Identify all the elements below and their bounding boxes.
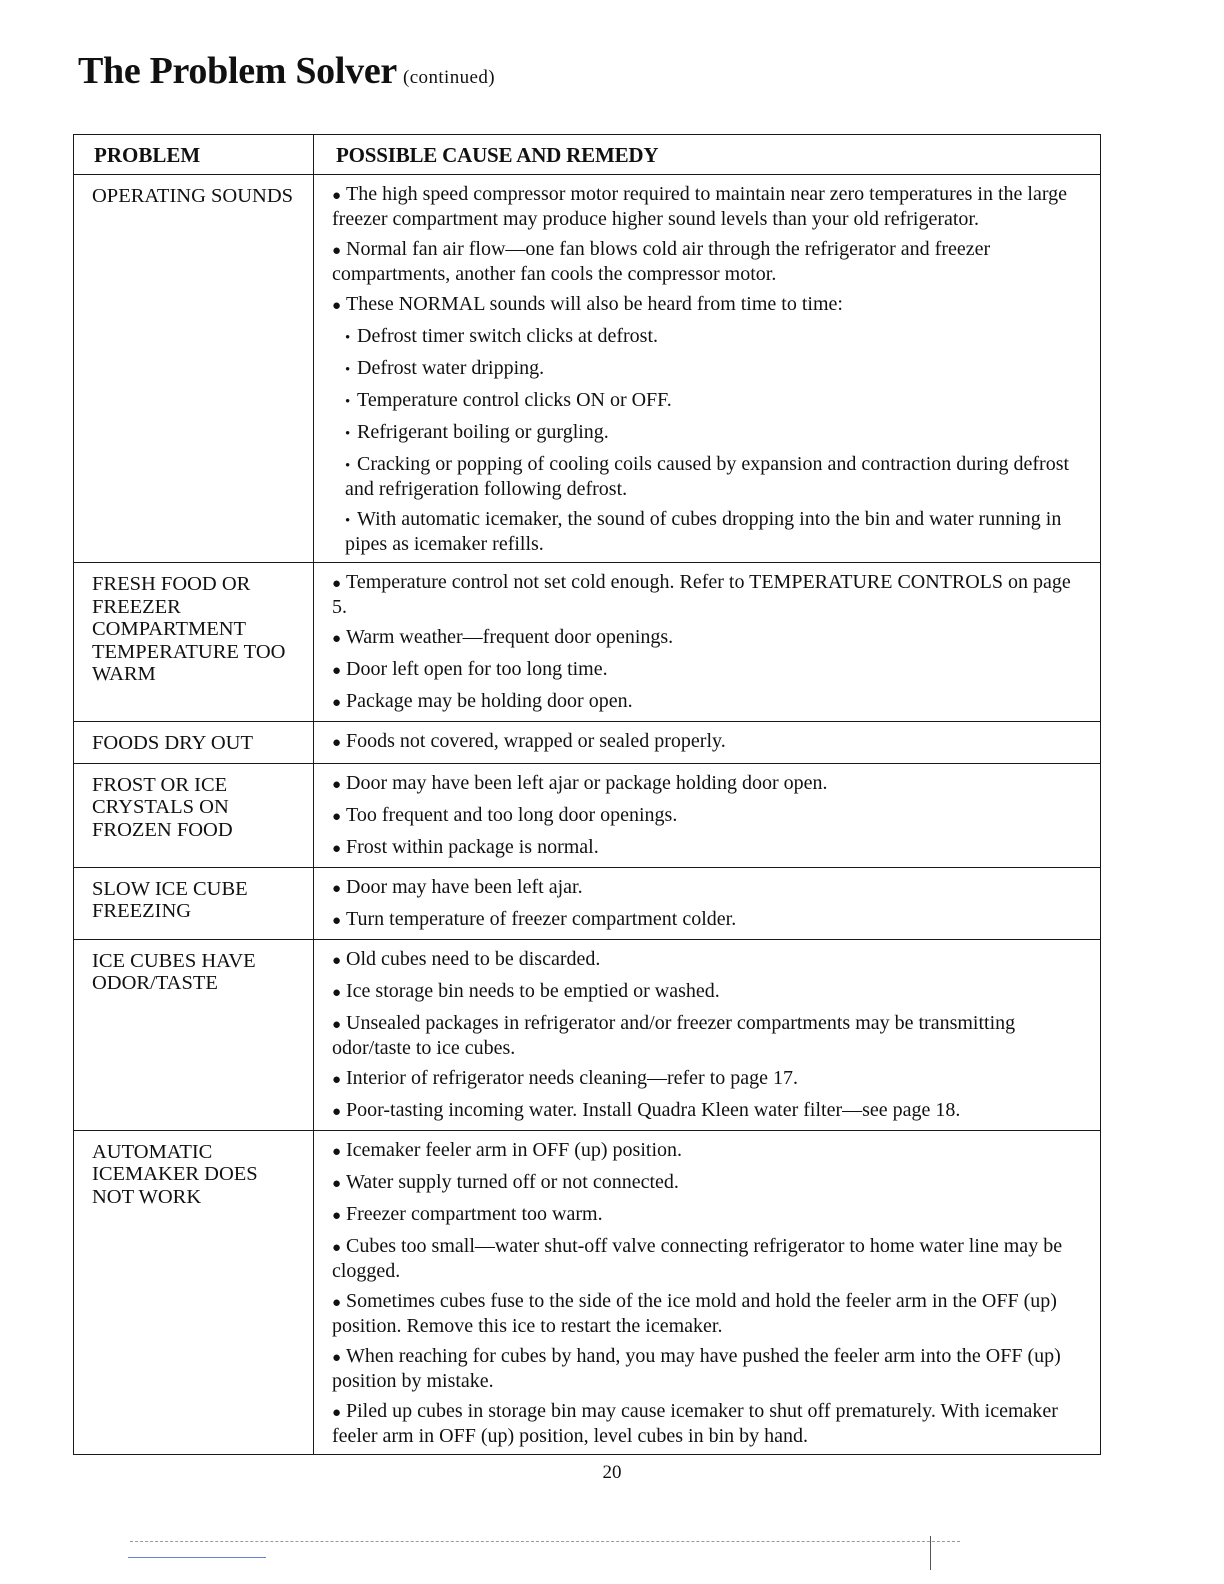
problem-solver-table bbox=[73, 134, 1101, 1455]
remedy-item bbox=[332, 626, 1080, 651]
remedy-item bbox=[332, 1290, 1080, 1338]
bullet-icon: • bbox=[345, 394, 351, 410]
bullet-icon: ● bbox=[332, 1175, 342, 1192]
remedy-item bbox=[332, 948, 1080, 973]
problem-cell: OPERATING SOUNDS bbox=[74, 175, 314, 563]
table-row bbox=[74, 763, 1101, 867]
title-text: The Problem Solver bbox=[78, 50, 397, 92]
remedy-item bbox=[332, 1400, 1080, 1448]
bullet-icon: ● bbox=[332, 984, 342, 1001]
remedy-item bbox=[332, 1012, 1080, 1060]
remedy-text: Interior of refrigerator needs cleaning—refer to page 17. bbox=[346, 1066, 799, 1089]
remedy-cell bbox=[314, 939, 1101, 1130]
sub-remedy-text: Cracking or popping of cooling coils caused by expansion and contraction during defrost and refrigeration following defrost. bbox=[345, 453, 1070, 500]
remedy-item bbox=[332, 908, 1080, 933]
table-row bbox=[74, 175, 1101, 563]
sub-remedy-item bbox=[332, 325, 1080, 350]
bullet-icon: ● bbox=[332, 880, 342, 897]
bullet-icon: ● bbox=[332, 808, 342, 825]
page-title bbox=[78, 52, 495, 90]
remedy-text: When reaching for cubes by hand, you may have pushed the feeler arm into the OFF (up) position by mistake. bbox=[332, 1344, 1061, 1392]
sub-remedy-item bbox=[332, 453, 1080, 501]
remedy-item bbox=[332, 730, 1080, 755]
remedy-text: Cubes too small—water shut-off valve connecting refrigerator to home water line may be clogged. bbox=[332, 1234, 1063, 1282]
bullet-icon: • bbox=[345, 330, 351, 346]
bullet-icon: ● bbox=[332, 735, 342, 751]
remedy-text: The high speed compressor motor required to maintain near zero temperatures in the large freezer compartment may produce higher sound levels than your old refrigerator. bbox=[332, 183, 1068, 230]
remedy-text: These NORMAL sounds will also be heard from time to time: bbox=[346, 293, 843, 315]
bullet-icon: ● bbox=[332, 663, 342, 679]
bullet-icon: ● bbox=[332, 188, 342, 204]
remedy-cell bbox=[314, 763, 1101, 867]
bullet-icon: ● bbox=[332, 243, 342, 259]
problem-cell: AUTOMATIC ICEMAKER DOES NOT WORK bbox=[74, 1130, 314, 1454]
remedy-item bbox=[332, 980, 1080, 1005]
problem-cell: SLOW ICE CUBE FREEZING bbox=[74, 867, 314, 939]
column-header-remedy: POSSIBLE CAUSE AND REMEDY bbox=[314, 135, 1101, 175]
scan-artifact-line bbox=[130, 1541, 960, 1542]
sub-remedy-item bbox=[332, 357, 1080, 382]
remedy-item bbox=[332, 293, 1080, 318]
remedy-text: Old cubes need to be discarded. bbox=[346, 947, 601, 970]
remedy-text: Unsealed packages in refrigerator and/or freezer compartments may be transmitting odor/taste to ice cubes. bbox=[332, 1011, 1016, 1059]
bullet-icon: ● bbox=[332, 1016, 342, 1033]
remedy-text: Normal fan air flow—one fan blows cold air through the refrigerator and freezer compartments, another fan cools the compressor motor. bbox=[332, 238, 991, 285]
bullet-icon: • bbox=[345, 362, 351, 378]
remedy-text: Sometimes cubes fuse to the side of the ice mold and hold the feeler arm in the OFF (up) position. Remove this ice to restart the icemaker. bbox=[332, 1289, 1057, 1337]
bullet-icon: ● bbox=[332, 1071, 342, 1088]
scan-artifact-underline bbox=[128, 1557, 266, 1558]
bullet-icon: • bbox=[345, 513, 351, 529]
remedy-text: Water supply turned off or not connected. bbox=[346, 1170, 679, 1193]
sub-remedy-item bbox=[332, 421, 1080, 446]
table-row bbox=[74, 939, 1101, 1130]
remedy-text: Warm weather—frequent door openings. bbox=[346, 626, 674, 648]
bullet-icon: ● bbox=[332, 1239, 342, 1256]
remedy-cell bbox=[314, 1130, 1101, 1454]
remedy-text: Ice storage bin needs to be emptied or washed. bbox=[346, 979, 720, 1002]
bullet-icon: • bbox=[345, 458, 351, 474]
table-header-row bbox=[74, 135, 1101, 175]
bullet-icon: ● bbox=[332, 631, 342, 647]
title-subtitle: (continued) bbox=[402, 67, 495, 88]
remedy-text: Door left open for too long time. bbox=[346, 658, 608, 680]
remedy-text: Foods not covered, wrapped or sealed properly. bbox=[346, 730, 726, 752]
bullet-icon: ● bbox=[332, 1349, 342, 1366]
remedy-cell bbox=[314, 867, 1101, 939]
bullet-icon: ● bbox=[332, 1207, 342, 1224]
bullet-icon: • bbox=[345, 426, 351, 442]
remedy-cell bbox=[314, 563, 1101, 722]
remedy-item bbox=[332, 571, 1080, 619]
remedy-text: Freezer compartment too warm. bbox=[346, 1202, 603, 1225]
remedy-item bbox=[332, 836, 1080, 861]
sub-remedy-text: Temperature control clicks ON or OFF. bbox=[357, 389, 672, 411]
table-row bbox=[74, 1130, 1101, 1454]
remedy-text: Package may be holding door open. bbox=[346, 690, 633, 712]
remedy-text: Frost within package is normal. bbox=[346, 835, 599, 858]
remedy-item bbox=[332, 1203, 1080, 1228]
remedy-cell bbox=[314, 722, 1101, 764]
remedy-item bbox=[332, 690, 1080, 715]
bullet-icon: ● bbox=[332, 576, 342, 592]
problem-cell: FOODS DRY OUT bbox=[74, 722, 314, 764]
remedy-item bbox=[332, 183, 1080, 231]
table-row bbox=[74, 867, 1101, 939]
sub-remedy-text: Refrigerant boiling or gurgling. bbox=[357, 421, 609, 443]
sub-remedy-text: Defrost water dripping. bbox=[357, 357, 545, 379]
bullet-icon: ● bbox=[332, 298, 342, 314]
remedy-text: Too frequent and too long door openings. bbox=[346, 803, 678, 826]
remedy-text: Temperature control not set cold enough. Refer to TEMPERATURE CONTROLS on page 5. bbox=[332, 571, 1071, 618]
remedy-item bbox=[332, 1171, 1080, 1196]
remedy-item bbox=[332, 1139, 1080, 1164]
table-row bbox=[74, 722, 1101, 764]
remedy-text: Icemaker feeler arm in OFF (up) position. bbox=[346, 1138, 683, 1161]
remedy-item bbox=[332, 1345, 1080, 1393]
bullet-icon: ● bbox=[332, 695, 342, 711]
remedy-item bbox=[332, 238, 1080, 286]
bullet-icon: ● bbox=[332, 952, 342, 969]
remedy-text: Piled up cubes in storage bin may cause icemaker to shut off prematurely. With icemaker feeler arm in OFF (up) position, level cubes in bin by hand. bbox=[332, 1399, 1058, 1447]
problem-cell: FRESH FOOD OR FREEZER COMPARTMENT TEMPERATURE TOO WARM bbox=[74, 563, 314, 722]
remedy-text: Turn temperature of freezer compartment colder. bbox=[346, 907, 737, 930]
problem-cell: FROST OR ICE CRYSTALS ON FROZEN FOOD bbox=[74, 763, 314, 867]
sub-remedy-text: With automatic icemaker, the sound of cubes dropping into the bin and water running in pipes as icemaker refills. bbox=[345, 508, 1062, 555]
bullet-icon: ● bbox=[332, 1294, 342, 1311]
sub-remedy-item bbox=[332, 389, 1080, 414]
remedy-text: Door may have been left ajar. bbox=[346, 875, 583, 898]
bullet-icon: ● bbox=[332, 776, 342, 793]
bullet-icon: ● bbox=[332, 1143, 342, 1160]
remedy-item bbox=[332, 1235, 1080, 1283]
column-header-problem: PROBLEM bbox=[74, 135, 314, 175]
bullet-icon: ● bbox=[332, 912, 342, 929]
remedy-item bbox=[332, 1099, 1080, 1124]
problem-cell: ICE CUBES HAVE ODOR/TASTE bbox=[74, 939, 314, 1130]
bullet-icon: ● bbox=[332, 1103, 342, 1120]
remedy-text: Poor-tasting incoming water. Install Quadra Kleen water filter—see page 18. bbox=[346, 1098, 961, 1121]
bullet-icon: ● bbox=[332, 840, 342, 857]
remedy-text: Door may have been left ajar or package holding door open. bbox=[346, 771, 828, 794]
sub-remedy-text: Defrost timer switch clicks at defrost. bbox=[357, 325, 659, 347]
page-number: 20 bbox=[602, 1462, 622, 1483]
sub-remedy-item bbox=[332, 508, 1080, 556]
remedy-item bbox=[332, 772, 1080, 797]
scan-artifact-tick bbox=[930, 1536, 931, 1570]
remedy-cell bbox=[314, 175, 1101, 563]
table-row bbox=[74, 563, 1101, 722]
remedy-item bbox=[332, 1067, 1080, 1092]
bullet-icon: ● bbox=[332, 1404, 342, 1421]
remedy-item bbox=[332, 658, 1080, 683]
remedy-item bbox=[332, 876, 1080, 901]
remedy-item bbox=[332, 804, 1080, 829]
